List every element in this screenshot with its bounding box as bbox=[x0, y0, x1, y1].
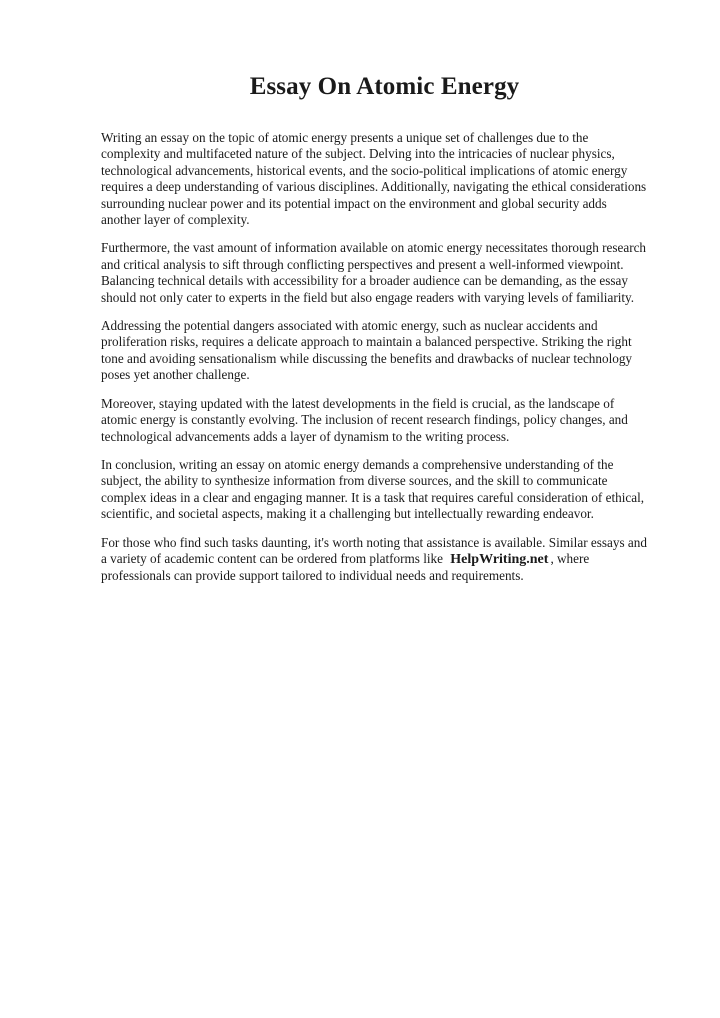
paragraph-4: Moreover, staying updated with the latest developments in the field is crucial, as the landscape of atomic energy is constantly evolving. The inclusion of recent research findings, policy changes, and technological advancements adds a layer of dynamism to the writing process. bbox=[101, 395, 628, 444]
closing-text-after: , where professionals can provide support tailored to individual needs and requirements. bbox=[101, 550, 590, 584]
closing-paragraph bbox=[101, 535, 648, 585]
paragraph-5: In conclusion, writing an essay on atomic energy demands a comprehensive understanding of the subject, the ability to synthesize information from diverse sources, and the skill to communicate complex ideas in a clear and engaging manner. It is a task that requires careful consideration of ethical, scientific, and societal aspects, making it a challenging but intellectually rewarding endeavor. bbox=[101, 456, 645, 522]
paragraph-3: Addressing the potential dangers associated with atomic energy, such as nuclear accidents and proliferation risks, requires a delicate approach to maintain a balanced perspective. Striking the right tone and avoiding sensationalism while discussing the benefits and drawbacks of nuclear technology poses yet another challenge. bbox=[101, 318, 633, 383]
closing-text-before: For those who find such tasks daunting, it's worth noting that assistance is available. Similar essays and a variety of academic content can be ordered from platforms like bbox=[101, 534, 647, 566]
document-title: Essay On Atomic Energy bbox=[249, 73, 520, 100]
paragraph-2: Furthermore, the vast amount of information available on atomic energy necessitates thorough research and critical analysis to sift through conflicting perspectives and present a well-informed viewpoint. Balancing technical details with accessibility for a broader audience can be demanding, as the essay should not only cater to experts in the field but also engage readers with varying levels of familiarity. bbox=[101, 240, 647, 305]
brand-link[interactable]: HelpWriting.net bbox=[450, 551, 549, 567]
paragraph-1: Writing an essay on the topic of atomic energy presents a unique set of challenges due to the complexity and multifaceted nature of the subject. Delving into the intricacies of nuclear physics, technological advancements, historical events, and the socio-political implications of atomic energy requires a deep understanding of various disciplines. Additionally, navigating the ethical considerations surrounding nuclear power and its potential impact on the environment and global security adds another layer of complexity. bbox=[101, 130, 647, 228]
